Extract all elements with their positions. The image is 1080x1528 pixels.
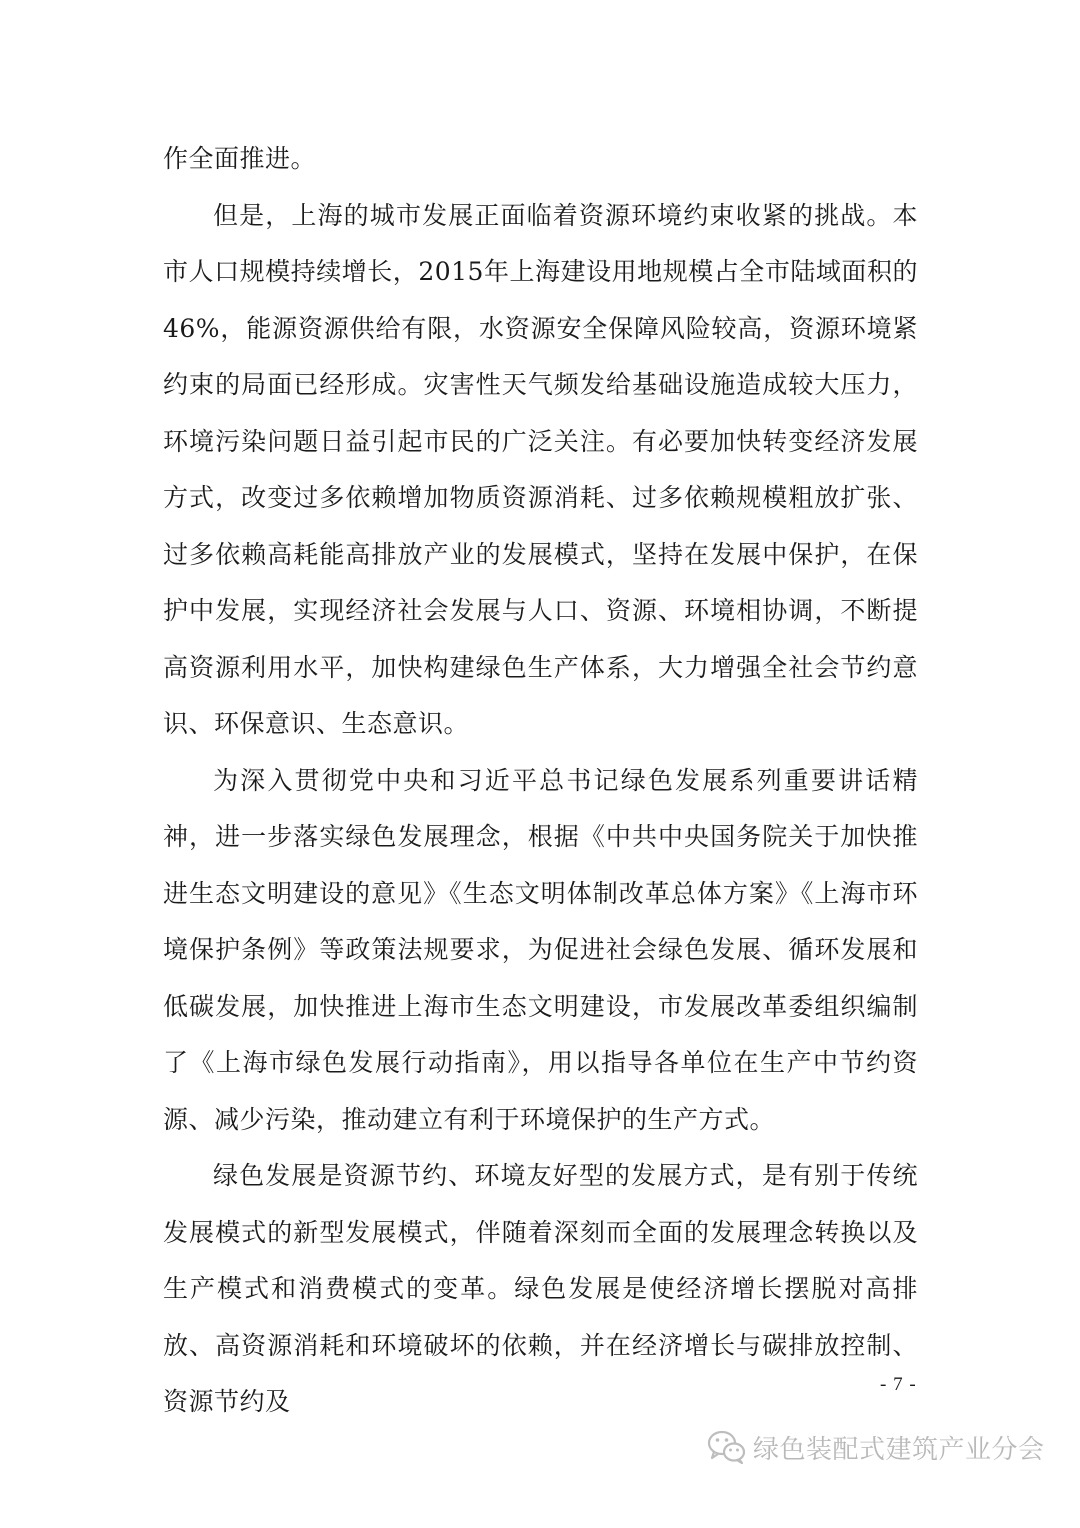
paragraph-green-development: 绿色发展是资源节约、环境友好型的发展方式，是有别于传统发展模式的新型发展模式，伴随着深刻而全面的发展理念转换以及生产模式和消费模式的变革。绿色发展是使经济增长摆脱对高排放、高资源消耗和环境破坏的依赖，并在经济增长与碳排放控制、资源节约及 [163, 1161, 918, 1416]
watermark [705, 1425, 1045, 1469]
wechat-icon [705, 1427, 749, 1467]
document-body [163, 131, 918, 1431]
page-number: - 7 - [880, 1374, 917, 1395]
paragraph-challenges: 但是，上海的城市发展正面临着资源环境约束收紧的挑战。本市人口规模持续增长，2015年上海建设用地规模占全市陆域面积的46%，能源资源供给有限，水资源安全保障风险较高，资源环境紧约束的局面已经形成。灾害性天气频发给基础设施造成较大压力，环境污染问题日益引起市民的广泛关注。有必要加快转变经济发展方式，改变过多依赖增加物质资源消耗、过多依赖规模粗放扩张、过多依赖高耗能高排放产业的发展模式，坚持在发展中保护，在保护中发展，实现经济社会发展与人口、资源、环境相协调，不断提高资源利用水平，加快构建绿色生产体系，大力增强全社会节约意识、环保意识、生态意识。 [163, 200, 918, 738]
paragraph-continuation: 作全面推进。 [163, 144, 317, 173]
paragraph-purpose: 为深入贯彻党中央和习近平总书记绿色发展系列重要讲话精神，进一步落实绿色发展理念，根据《中共中央国务院关于加快推进生态文明建设的意见》《生态文明体制改革总体方案》《上海市环境保护条例》等政策法规要求，为促进社会绿色发展、循环发展和低碳发展，加快推进上海市生态文明建设，市发展改革委组织编制了《上海市绿色发展行动指南》，用以指导各单位在生产中节约资源、减少污染，推动建立有利于环境保护的生产方式。 [163, 765, 918, 1134]
watermark-text: 绿色装配式建筑产业分会 [753, 1434, 1045, 1465]
